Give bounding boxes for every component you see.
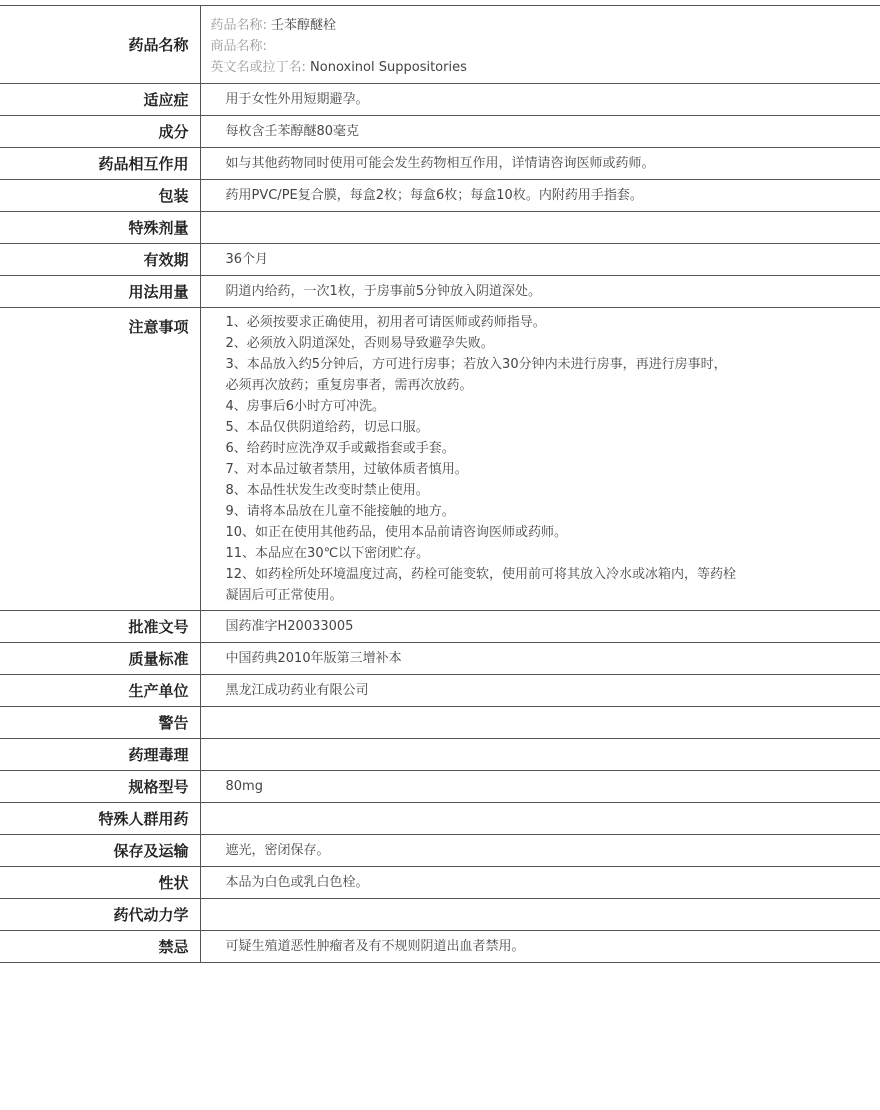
row-label: 有效期 xyxy=(0,244,200,276)
trade-name-key: 商品名称: xyxy=(210,39,267,54)
row-label: 性状 xyxy=(0,867,200,899)
row-indications xyxy=(0,84,880,116)
precaution-line: 凝固后可正常使用。 xyxy=(225,588,343,603)
row-label: 生产单位 xyxy=(0,675,200,707)
row-label: 注意事项 xyxy=(0,308,200,611)
precaution-line: 6、给药时应洗净双手或戴指套或手套。 xyxy=(225,441,455,456)
row-label: 警告 xyxy=(0,707,200,739)
row-label: 保存及运输 xyxy=(0,835,200,867)
row-value: 阴道内给药，一次1枚，于房事前5分钟放入阴道深处。 xyxy=(225,284,542,299)
row-shelf-life xyxy=(0,244,880,276)
row-value: 可疑生殖道恶性肿瘤者及有不规则阴道出血者禁用。 xyxy=(225,939,525,954)
row-contraindications xyxy=(0,931,880,963)
row-special-dosage xyxy=(0,212,880,244)
row-label: 药代动力学 xyxy=(0,899,200,931)
row-ingredients xyxy=(0,116,880,148)
row-value: 黑龙江成功药业有限公司 xyxy=(225,683,369,698)
row-label: 适应症 xyxy=(0,84,200,116)
trade-name-line xyxy=(211,36,880,57)
row-packaging xyxy=(0,180,880,212)
row-quality-standard xyxy=(0,643,880,675)
precaution-line: 5、本品仅供阴道给药，切忌口服。 xyxy=(225,420,429,435)
generic-name-value: 壬苯醇醚栓 xyxy=(271,18,337,33)
row-value: 用于女性外用短期避孕。 xyxy=(225,92,369,107)
precaution-line: 4、房事后6小时方可冲洗。 xyxy=(225,399,386,414)
row-value: 36个月 xyxy=(225,252,269,267)
row-value: 每枚含壬苯醇醚80毫克 xyxy=(225,124,360,139)
row-value: 药用PVC/PE复合膜，每盒2枚；每盒6枚；每盒10枚。内附药用手指套。 xyxy=(225,188,643,203)
row-pharmacokinetics xyxy=(0,899,880,931)
row-label: 药品相互作用 xyxy=(0,148,200,180)
row-label: 批准文号 xyxy=(0,611,200,643)
precaution-line: 3、本品放入约5分钟后，方可进行房事；若放入30分钟内未进行房事，再进行房事时， xyxy=(225,357,727,372)
row-value xyxy=(200,899,880,931)
row-storage-transport xyxy=(0,835,880,867)
precaution-line: 9、请将本品放在儿童不能接触的地方。 xyxy=(225,504,455,519)
precaution-line: 2、必须放入阴道深处，否则易导致避孕失败。 xyxy=(225,336,494,351)
row-value: 如与其他药物同时使用可能会发生药物相互作用，详情请咨询医师或药师。 xyxy=(225,156,655,171)
precaution-line: 10、如正在使用其他药品，使用本品前请咨询医师或药师。 xyxy=(225,525,568,540)
row-value xyxy=(200,707,880,739)
precaution-line: 1、必须按要求正确使用，初用者可请医师或药师指导。 xyxy=(225,315,546,330)
generic-name-key: 药品名称: xyxy=(210,18,267,33)
row-value: 80mg xyxy=(225,779,263,794)
row-usage-dosage xyxy=(0,276,880,308)
precaution-line: 12、如药栓所处环境温度过高，药栓可能变软，使用前可将其放入冷水或冰箱内，等药栓 xyxy=(225,567,737,582)
row-label: 禁忌 xyxy=(0,931,200,963)
precautions-list xyxy=(200,308,880,611)
row-value xyxy=(200,803,880,835)
row-label: 成分 xyxy=(0,116,200,148)
drug-name-block xyxy=(200,6,880,84)
row-warning xyxy=(0,707,880,739)
drug-spec-table xyxy=(0,5,880,963)
precaution-line: 必须再次放药；重复房事者，需再次放药。 xyxy=(225,378,473,393)
row-label: 用法用量 xyxy=(0,276,200,308)
row-value: 中国药典2010年版第三增补本 xyxy=(225,651,402,666)
row-approval-number xyxy=(0,611,880,643)
row-value: 遮光，密闭保存。 xyxy=(225,843,330,858)
english-name-value: Nonoxinol Suppositories xyxy=(310,60,467,75)
row-interactions xyxy=(0,148,880,180)
row-appearance xyxy=(0,867,880,899)
row-special-populations xyxy=(0,803,880,835)
row-drug-name xyxy=(0,6,880,84)
row-value: 本品为白色或乳白色栓。 xyxy=(225,875,369,890)
row-label: 特殊剂量 xyxy=(0,212,200,244)
row-label: 包装 xyxy=(0,180,200,212)
row-value xyxy=(200,212,880,244)
precaution-line: 8、本品性状发生改变时禁止使用。 xyxy=(225,483,429,498)
row-label: 特殊人群用药 xyxy=(0,803,200,835)
row-pharmacology xyxy=(0,739,880,771)
row-value: 国药准字H20033005 xyxy=(225,619,354,634)
row-label: 规格型号 xyxy=(0,771,200,803)
precaution-line: 11、本品应在30℃以下密闭贮存。 xyxy=(225,546,430,561)
row-label: 药理毒理 xyxy=(0,739,200,771)
generic-name-line xyxy=(211,15,880,36)
row-manufacturer xyxy=(0,675,880,707)
row-precautions xyxy=(0,308,880,611)
row-label: 质量标准 xyxy=(0,643,200,675)
precaution-line: 7、对本品过敏者禁用，过敏体质者慎用。 xyxy=(225,462,468,477)
english-name-key: 英文名或拉丁名: xyxy=(210,60,306,75)
row-specification xyxy=(0,771,880,803)
row-label: 药品名称 xyxy=(0,6,200,84)
english-name-line xyxy=(211,57,880,78)
row-value xyxy=(200,739,880,771)
